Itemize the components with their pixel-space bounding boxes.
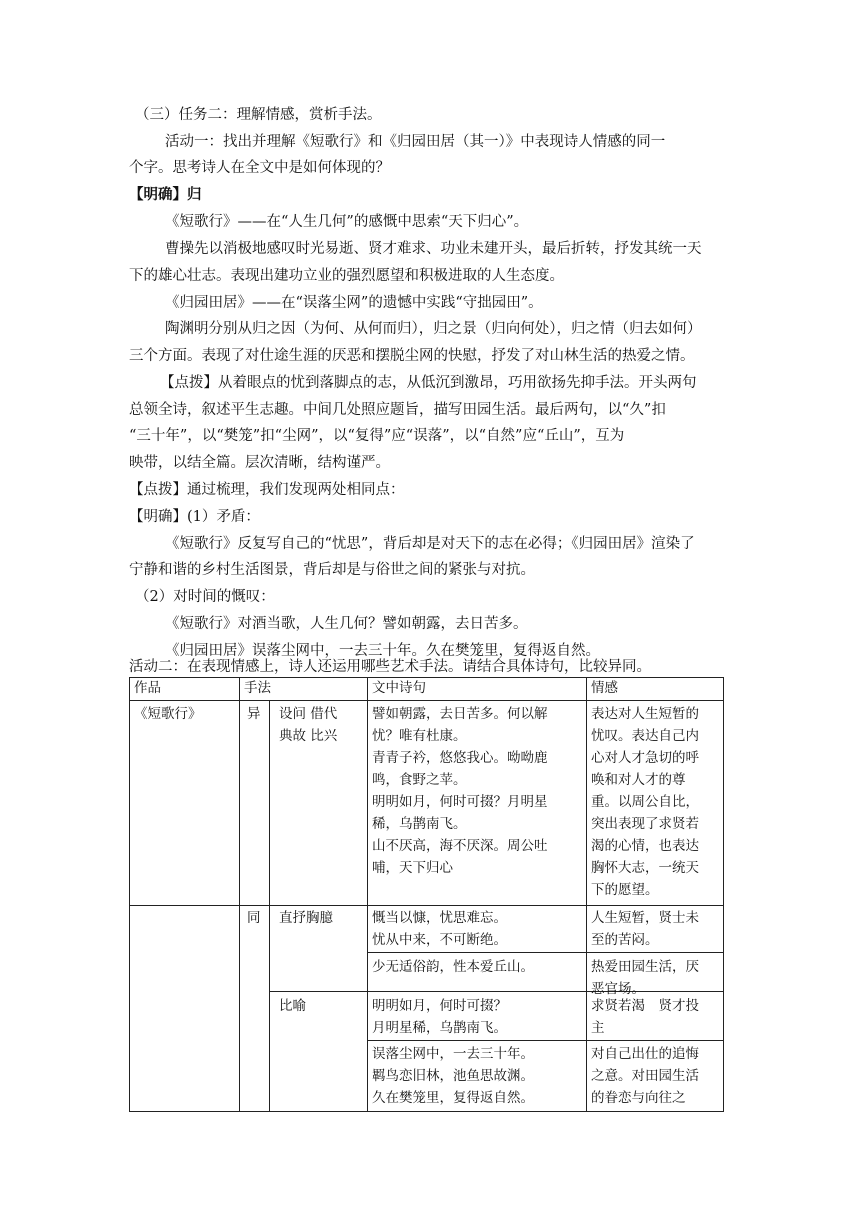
table-rule	[367, 1040, 724, 1041]
table-rule	[129, 1111, 724, 1112]
paragraph-line: 三个方面。表现了对仕途生涯的厌恶和摆脱尘网的快慰，抒发了对山林生活的热爱之情。	[129, 348, 695, 364]
header-work: 作品	[134, 680, 161, 696]
activity-one-prompt: 活动一：找出并理解《短歌行》和《归园田居（其一）》中表现诗人情感的同一	[165, 134, 666, 150]
work-name: 《短歌行》	[134, 706, 202, 722]
emotion-line: 恶官场。	[591, 981, 645, 997]
poem-line: 譬如朝露，去日苦多。何以解	[372, 706, 548, 722]
paragraph-line: 《短歌行》对酒当歌，人生几何？譬如朝露，去日苦多。	[165, 616, 528, 632]
poem-line: 山不厌高，海不厌深。周公吐	[372, 838, 548, 854]
paragraph-line: 下的雄心壮志。表现出建功立业的强烈愿望和积极进取的人生态度。	[129, 268, 564, 284]
table-rule	[129, 677, 130, 1111]
poem-line: 慨当以慷，忧思难忘。	[372, 910, 507, 926]
paragraph-line: 总领全诗，叙述平生志趣。中间几处照应题旨，描写田园生活。最后两句，以“久”扣	[129, 402, 666, 418]
emotion-line: 之意。对田园生活	[591, 1068, 699, 1084]
emotion-line: 表达对人生短暂的	[591, 706, 699, 722]
paragraph-line: 《短歌行》反复写自己的“忧思”，背后却是对天下的志在必得；《归园田居》渲染了	[165, 536, 695, 552]
activity-one-prompt-cont: 个字。思考诗人在全文中是如何体现的？	[129, 160, 390, 176]
poem-line: 羁鸟恋旧林，池鱼思故渊。	[372, 1068, 534, 1084]
time-sigh-heading: （2）对时间的慨叹：	[135, 589, 275, 605]
diff-method: 典故 比兴	[279, 728, 338, 744]
hint-paragraph: 【点拨】从着眼点的忧到落脚点的志，从低沉到激昂，巧用欲扬先抑手法。开头两句	[160, 375, 697, 391]
emotion-line: 对自己出仕的追悔	[591, 1046, 699, 1062]
activity-two-prompt: 活动二：在表现情感上，诗人还运用哪些艺术手法。请结合具体诗句，比较异同。	[129, 659, 651, 675]
same-label: 同	[247, 910, 261, 926]
poem-line: 误落尘网中，一去三十年。	[372, 1046, 534, 1062]
table-rule	[367, 952, 724, 953]
poem-line: 明明如月，何时可掇？	[372, 998, 507, 1014]
poem-line: 忧从中来，不可断绝。	[372, 932, 507, 948]
poem-line: 哺，天下归心	[372, 860, 453, 876]
header-emotion: 情感	[591, 680, 618, 696]
emotion-line: 下的愿望。	[591, 882, 659, 898]
emotion-line: 重。以周公自比，	[591, 794, 699, 810]
table-rule	[586, 677, 587, 1111]
poem-line: 忧？唯有杜康。	[372, 728, 467, 744]
table-rule	[129, 677, 724, 678]
table-rule	[367, 677, 368, 1111]
poem-line: 少无适俗韵，性本爱丘山。	[372, 959, 534, 975]
poem-line: 鸣，食野之苹。	[372, 772, 467, 788]
table-rule	[129, 700, 724, 701]
table-rule	[239, 677, 240, 1111]
paragraph-line: 陶渊明分别从归之因（为何、从何而归），归之景（归向何处），归之情（归去如何）	[165, 321, 702, 337]
clarify-answer: 【明确】归	[129, 186, 202, 203]
paragraph-line: 《归园田居》——在“误落尘网”的遗憾中实践“守拙园田”。	[165, 295, 543, 311]
paragraph-line: 宁静和谐的乡村生活图景，背后却是与俗世之间的紧张与对抗。	[129, 562, 535, 578]
emotion-line: 至的苦闷。	[591, 932, 659, 948]
comparison-table	[129, 677, 724, 1111]
paragraph-line: 《短歌行》——在“人生几何”的感慨中思索“天下归心”。	[165, 214, 529, 230]
diff-label: 异	[247, 706, 261, 722]
header-method: 手法	[244, 680, 271, 696]
emotion-line: 唤和对人才的尊	[591, 772, 686, 788]
poem-line: 稀，乌鹊南飞。	[372, 816, 467, 832]
emotion-line: 胸怀大志，一统天	[591, 860, 699, 876]
paragraph-line: 《归园田居》误落尘网中，一去三十年。久在樊笼里，复得返自然。	[165, 643, 600, 659]
poem-line: 月明星稀，乌鹊南飞。	[372, 1020, 507, 1036]
emotion-line: 热爱田园生活，厌	[591, 959, 699, 975]
paragraph-line: 映带，以结全篇。层次清晰，结构谨严。	[129, 455, 390, 471]
emotion-line: 人生短暂，贤士未	[591, 910, 699, 926]
poem-line: 明明如月，何时可掇？月明星	[372, 794, 548, 810]
hint-summary: 【点拨】通过梳理，我们发现两处相同点：	[129, 482, 405, 498]
emotion-line: 的眷恋与向往之	[591, 1090, 686, 1106]
table-rule	[723, 677, 724, 1111]
header-lines: 文中诗句	[372, 680, 426, 696]
table-rule	[269, 700, 270, 1111]
emotion-line: 突出表现了求贤若	[591, 816, 699, 832]
emotion-line: 渴的心情，也表达	[591, 838, 699, 854]
paragraph-line: “三十年”，以“樊笼”扣“尘网”，以“复得”应“误落”，以“自然”应“丘山”，互为	[129, 428, 625, 444]
emotion-line: 主	[591, 1020, 605, 1036]
poem-line: 青青子衿，悠悠我心。呦呦鹿	[372, 750, 548, 766]
emotion-line: 心对人才急切的呼	[591, 750, 699, 766]
clarify-contradiction: 【明确】(1）矛盾：	[129, 509, 260, 525]
method-metaphor: 比喻	[279, 998, 306, 1014]
table-rule	[269, 991, 724, 992]
emotion-line: 忧叹。表达自己内	[591, 728, 699, 744]
diff-method: 设问 借代	[279, 706, 338, 722]
paragraph-line: 曹操先以消极地感叹时光易逝、贤才难求、功业未建开头，最后折转，抒发其统一天	[165, 241, 702, 257]
method-direct: 直抒胸臆	[279, 910, 333, 926]
poem-line: 久在樊笼里，复得返自然。	[372, 1090, 534, 1106]
task-heading: （三）任务二：理解情感，赏析手法。	[135, 107, 382, 123]
table-rule	[129, 905, 724, 906]
emotion-line: 求贤若渴 贤才投	[591, 998, 699, 1014]
